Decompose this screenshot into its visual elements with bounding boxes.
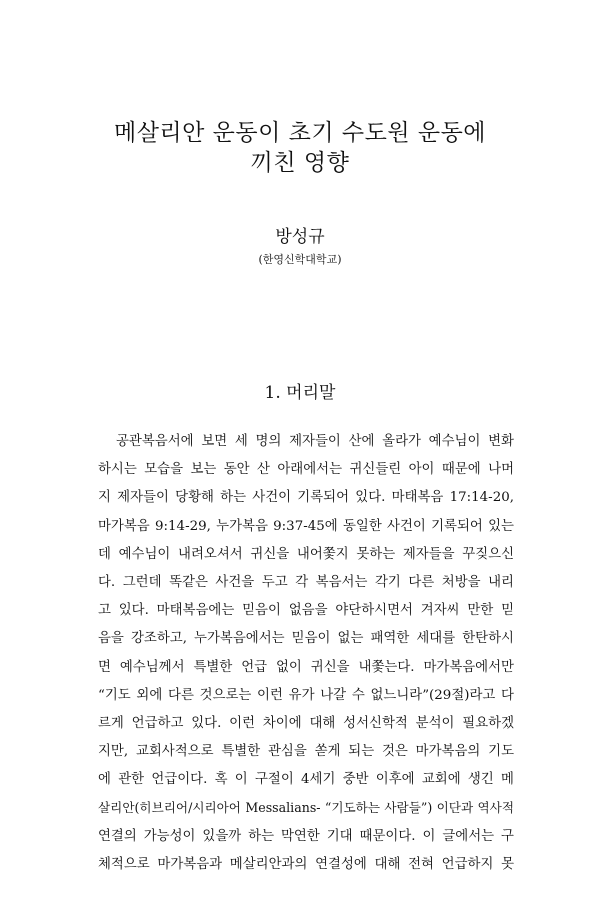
body-line: 마가복음 9:14-29, 누가복음 9:37-45에 동일한 사건이 기록되어 있는 xyxy=(98,518,514,534)
body-line: 지만, 교회사적으로 특별한 관심을 쏟게 되는 것은 마가복음의 기도 xyxy=(98,744,514,760)
body-line: 살리안(히브리어/시리아어 Messalians- “기도하는 사람들”) 이단과 역사적 xyxy=(98,800,514,816)
body-line: 데 예수님이 내려오셔서 귀신을 내어쫓지 못하는 제자들을 꾸짖으신 xyxy=(98,546,514,562)
body-line: 음을 강조하고, 누가복음에서는 믿음이 없는 패역한 세대를 한탄하시 xyxy=(98,631,514,647)
body-line: 고 있다. 마태복음에는 믿음이 없음을 야단하시면서 겨자씨 만한 믿 xyxy=(98,603,514,619)
body-line: 다. 그런데 똑같은 사건을 두고 각 복음서는 각기 다른 처방을 내리 xyxy=(98,574,514,590)
body-line: 면 예수님께서 특별한 언급 없이 귀신을 내쫓는다. 마가복음에서만 xyxy=(98,659,514,675)
title-line-2: 끼친 영향 xyxy=(250,150,350,176)
author-name: 방성규 xyxy=(275,227,325,247)
body-text xyxy=(98,428,514,879)
body-line: 하시는 모습을 보는 동안 산 아래에서는 귀신들린 아이 때문에 나머 xyxy=(98,462,514,478)
body-line: 지 제자들이 당황해 하는 사건이 기록되어 있다. 마태복음 17:14-20, xyxy=(98,490,514,506)
section-heading: 1. 머리말 xyxy=(264,383,336,403)
title-line-1: 메살리안 운동이 초기 수도원 운동에 xyxy=(113,120,486,146)
body-line: 체적으로 마가복음과 메살리안과의 연결성에 대해 전혀 언급하지 못 xyxy=(98,856,514,872)
body-line: 연결의 가능성이 있을까 하는 막연한 기대 때문이다. 이 글에서는 구 xyxy=(98,828,514,844)
body-line: 공관복음서에 보면 세 명의 제자들이 산에 올라가 예수님이 변화 xyxy=(116,434,514,449)
author-affiliation: (한영신학대학교) xyxy=(258,253,342,266)
body-line: 르게 언급하고 있다. 이런 차이에 대해 성서신학적 분석이 필요하겠 xyxy=(98,715,514,731)
body-line: “기도 외에 다른 것으로는 이런 유가 나갈 수 없느니라”(29절)라고 다 xyxy=(98,687,514,703)
paper-title xyxy=(0,118,600,178)
body-line: 에 관한 언급이다. 혹 이 구절이 4세기 중반 이후에 교회에 생긴 메 xyxy=(98,772,514,788)
